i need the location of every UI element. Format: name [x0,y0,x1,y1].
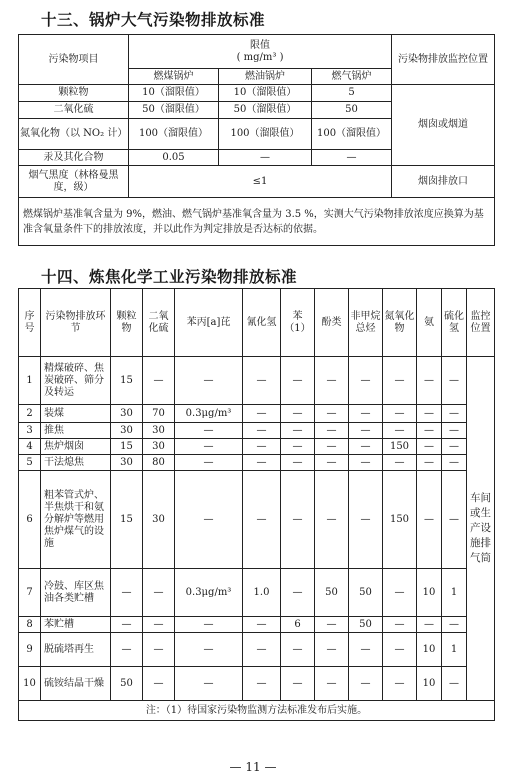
row-number: 1 [19,357,41,405]
value-cell: — [383,455,417,471]
value-cell: — [281,455,315,471]
value-cell: — [143,617,175,633]
page-number: — 11 — [229,760,277,774]
emission-stage: 装煤 [41,405,111,423]
cell-gas: 5 [312,85,392,102]
value-cell: — [349,455,383,471]
header-col-0: 序号 [19,289,41,357]
row-name: 汞及其化合物 [19,150,129,166]
coking-emission-table [18,288,495,721]
value-cell: 50 [315,569,349,617]
header-col-4: 苯丙[a]芘 [175,289,243,357]
header-gas-boiler: 燃气锅炉 [312,69,392,85]
value-cell: — [143,667,175,701]
value-cell: 30 [111,405,143,423]
value-cell: 15 [111,357,143,405]
value-cell: 1.0 [243,569,281,617]
table-row [19,439,495,455]
value-cell: — [349,357,383,405]
value-cell: — [243,405,281,423]
cell-oil: 50（溜限值） [219,102,312,119]
value-cell: — [111,569,143,617]
row-number: 2 [19,405,41,423]
header-col-11: 硫化氢 [442,289,467,357]
value-cell: — [315,471,349,569]
header-col-6: 苯（1） [281,289,315,357]
row-number: 4 [19,439,41,455]
value-cell: — [442,357,467,405]
emission-stage: 硫铵结晶干燥 [41,667,111,701]
emission-stage: 粗苯管式炉、半焦烘干和氨分解炉等燃用焦炉煤气的设施 [41,471,111,569]
value-cell: — [315,423,349,439]
cell-gas: 50 [312,102,392,119]
value-cell: — [383,569,417,617]
cell-oil: — [219,150,312,166]
value-cell: — [243,455,281,471]
row-number: 9 [19,633,41,667]
value-cell: — [175,455,243,471]
cell-oil: 100（溜限值） [219,119,312,150]
value-cell: — [417,357,442,405]
section-14-title: 十四、炼焦化学工业污染物排放标准 [41,268,298,286]
row-number: 8 [19,617,41,633]
value-cell: — [383,357,417,405]
header-col-12: 监控位置 [467,289,495,357]
value-cell: 1 [442,633,467,667]
emission-stage: 苯贮槽 [41,617,111,633]
value-cell: — [243,439,281,455]
cell-gas: — [312,150,392,166]
value-cell: 10 [417,633,442,667]
value-cell: 0.3μg/m³ [175,405,243,423]
table-row [19,633,495,667]
value-cell: — [315,617,349,633]
row-name: 颗粒物 [19,85,129,102]
header-limit-unit: ( mg/m³ ) [236,51,284,63]
emission-stage: 干法熄焦 [41,455,111,471]
value-cell: — [111,633,143,667]
row-number: 10 [19,667,41,701]
table-footnote: 注：（1）待国家污染物监测方法标准发布后实施。 [19,701,495,721]
value-cell: 150 [383,439,417,455]
value-cell: — [383,423,417,439]
value-cell: — [175,667,243,701]
table-row [19,569,495,617]
value-cell: — [442,423,467,439]
emission-stage: 精煤破碎、焦炭破碎、筛分及转运 [41,357,111,405]
value-cell: — [111,617,143,633]
monitor-location-cell: 车间或生产设施排气筒 [467,357,495,701]
value-cell: — [349,439,383,455]
value-cell: — [315,455,349,471]
value-cell: 15 [111,471,143,569]
header-monitor-location: 污染物排放监控位置 [392,35,495,85]
value-cell: — [442,405,467,423]
value-cell: — [417,455,442,471]
value-cell: 30 [143,471,175,569]
value-cell: — [349,405,383,423]
row-name: 烟气黑度（林格曼黑度，级） [19,166,129,198]
value-cell: — [349,633,383,667]
header-limit-label: 限值 [250,39,271,51]
table-row [19,667,495,701]
value-cell: — [281,667,315,701]
value-cell: — [243,357,281,405]
value-cell: — [383,633,417,667]
value-cell: 6 [281,617,315,633]
header-col-5: 氰化氢 [243,289,281,357]
boiler-emission-table [18,34,495,246]
value-cell: — [281,405,315,423]
value-cell: — [175,471,243,569]
value-cell: 30 [143,423,175,439]
value-cell: — [143,569,175,617]
value-cell: — [383,617,417,633]
header-col-1: 污染物排放环节 [41,289,111,357]
value-cell: 80 [143,455,175,471]
value-cell: — [175,617,243,633]
emission-stage: 冷鼓、库区焦油各类贮槽 [41,569,111,617]
value-cell: 15 [111,439,143,455]
header-col-8: 非甲烷总烃 [349,289,383,357]
value-cell: — [243,617,281,633]
cell-monitor-outlet: 烟囱排放口 [392,166,495,198]
value-cell: — [175,439,243,455]
emission-stage: 脱硫塔再生 [41,633,111,667]
emission-stage: 推焦 [41,423,111,439]
cell-coal: 50（溜限值） [129,102,219,119]
table-row [19,405,495,423]
table-row [19,617,495,633]
value-cell: — [281,633,315,667]
value-cell: — [175,423,243,439]
value-cell: 150 [383,471,417,569]
value-cell: — [175,633,243,667]
row-number: 6 [19,471,41,569]
row-name: 二氧化硫 [19,102,129,119]
value-cell: 70 [143,405,175,423]
row-number: 7 [19,569,41,617]
value-cell: — [243,667,281,701]
value-cell: 10 [417,569,442,617]
value-cell: — [383,667,417,701]
header-pollutant-item: 污染物项目 [19,35,129,85]
value-cell: — [315,633,349,667]
value-cell: 50 [349,569,383,617]
header-col-7: 酚类 [315,289,349,357]
section-13-title: 十三、锅炉大气污染物排放标准 [41,11,266,29]
table-row [19,471,495,569]
cell-monitor-flue: 烟囱或烟道 [392,85,495,166]
cell-coal: 10（溜限值） [129,85,219,102]
cell-gas: 100（溜限值） [312,119,392,150]
value-cell: — [315,439,349,455]
value-cell: 50 [111,667,143,701]
cell-coal: 100（溜限值） [129,119,219,150]
value-cell: — [417,471,442,569]
value-cell: 1 [442,569,467,617]
value-cell: 50 [349,617,383,633]
row-number: 5 [19,455,41,471]
value-cell: — [349,471,383,569]
value-cell: — [442,455,467,471]
value-cell: — [442,617,467,633]
value-cell: — [243,423,281,439]
value-cell: — [143,633,175,667]
value-cell: — [442,667,467,701]
value-cell: 30 [143,439,175,455]
header-col-9: 氮氧化物 [383,289,417,357]
value-cell: — [143,357,175,405]
header-coal-boiler: 燃煤锅炉 [129,69,219,85]
value-cell: 10 [417,667,442,701]
cell-limit: ≤1 [129,166,392,198]
row-number: 3 [19,423,41,439]
value-cell: — [243,633,281,667]
value-cell: — [281,357,315,405]
cell-coal: 0.05 [129,150,219,166]
value-cell: — [175,357,243,405]
value-cell: — [315,667,349,701]
value-cell: 30 [111,455,143,471]
value-cell: — [315,357,349,405]
header-limit [129,35,392,69]
value-cell: — [417,405,442,423]
value-cell: — [442,439,467,455]
value-cell: — [349,423,383,439]
value-cell: — [349,667,383,701]
value-cell: — [417,617,442,633]
value-cell: — [281,423,315,439]
header-col-3: 二氧化硫 [143,289,175,357]
table-row [19,455,495,471]
value-cell: — [243,471,281,569]
value-cell: — [442,471,467,569]
value-cell: — [281,569,315,617]
value-cell: — [315,405,349,423]
value-cell: — [383,405,417,423]
value-cell: — [281,439,315,455]
value-cell: 0.3μg/m³ [175,569,243,617]
value-cell: 30 [111,423,143,439]
header-col-10: 氨 [417,289,442,357]
header-col-2: 颗粒物 [111,289,143,357]
table-note: 燃煤锅炉基准氧含量为 9%，燃油、燃气锅炉基准氧含量为 3.5 %，实测大气污染物排放浓度应换算为基准含氧量条件下的排放浓度，并以此作为判定排放是否达标的依据。 [19,198,495,246]
value-cell: — [417,439,442,455]
table-row [19,357,495,405]
value-cell: — [417,423,442,439]
emission-stage: 焦炉烟囱 [41,439,111,455]
row-name: 氮氧化物（以 NO₂ 计） [19,119,129,150]
value-cell: — [281,471,315,569]
header-oil-boiler: 燃油锅炉 [219,69,312,85]
table-row [19,423,495,439]
cell-oil: 10（溜限值） [219,85,312,102]
